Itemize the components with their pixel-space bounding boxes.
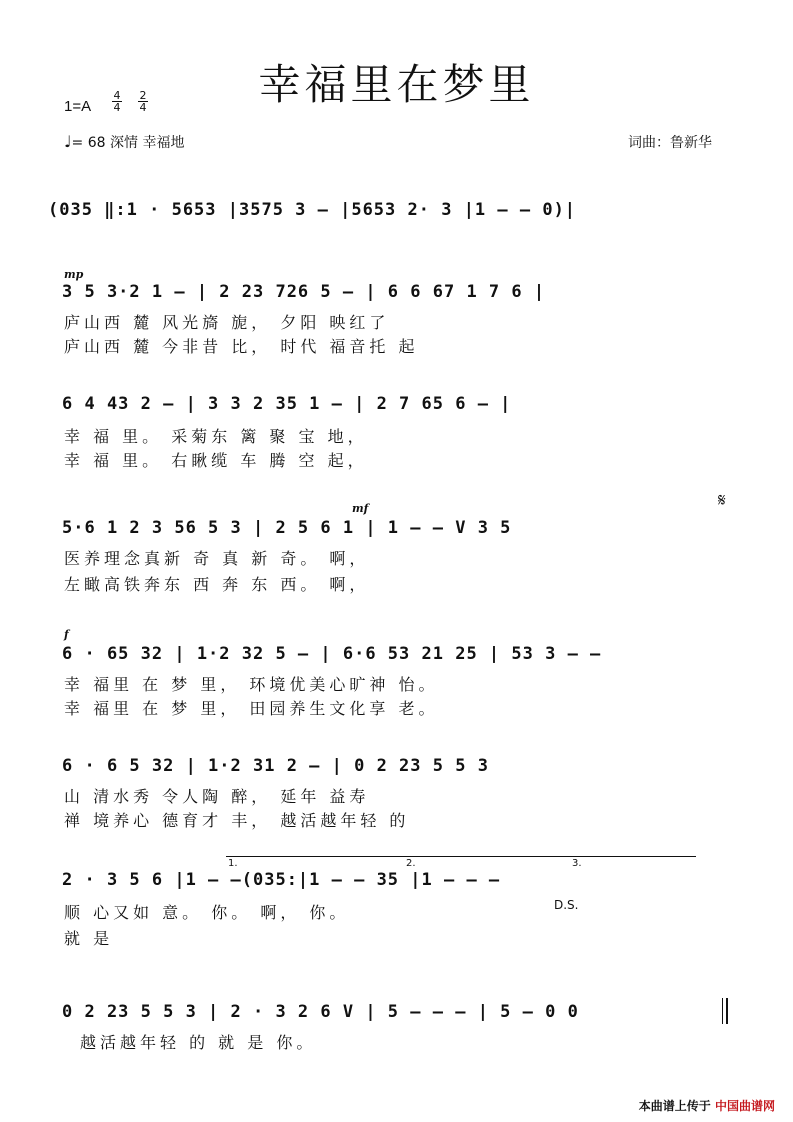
system-6-lyric-verse-1: 顺 心又如 意。 你。 啊， 你。 — [64, 903, 350, 922]
composer-credit: 词曲：鲁新华 — [628, 135, 712, 151]
volta-1: 1. — [228, 858, 238, 869]
system-3-lyric-verse-1: 医养理念真新 奇 真 新 奇。 啊， — [64, 549, 370, 568]
dynamic-f: f — [64, 628, 69, 641]
dynamic-mp: mp — [64, 268, 84, 281]
system-5-notes: 6 · 6 5 32 | 1·2 31 2 – | 0 2 23 5 5 3 — [62, 756, 489, 776]
system-3-lyric-verse-2: 左瞰高铁奔东 西 奔 东 西。 啊， — [64, 575, 370, 594]
volta-3: 3. — [572, 858, 582, 869]
system-2-notes: 6 4 43 2 – | 3 3 2 35 1 – | 2 7 65 6 – | — [62, 394, 512, 414]
upload-credit: 本曲谱上传于 中国曲谱网 — [638, 1099, 775, 1113]
score-title: 幸福里在梦里 — [258, 60, 535, 109]
system-7-notes: 0 2 23 5 5 3 | 2 · 3 2 6 V | 5 – – – | 5 – 0 0 — [62, 1002, 579, 1022]
system-3-notes: 5·6 1 2 3 56 5 3 | 2 5 6 1 | 1 – – V 3 5 — [62, 518, 512, 538]
key-signature: 1=A — [64, 98, 92, 115]
time-signature-2-4: 2 4 — [139, 89, 147, 114]
system-1-notes: 3 5 3·2 1 – | 2 23 726 5 – | 6 6 67 1 7 6 | — [62, 282, 546, 302]
system-6-notes: 2 · 3 5 6 |1 – –(035:|1 – – 35 |1 – – – — [62, 870, 501, 890]
final-barline-thin — [722, 998, 723, 1024]
system-1-lyric-verse-1: 庐山西 麓 风光旖 旎， 夕阳 映红了 — [64, 313, 390, 332]
system-4-lyric-verse-2: 幸 福里 在 梦 里， 田园养生文化享 老。 — [64, 699, 439, 718]
system-2-lyric-verse-1: 幸 福 里。 采菊东 篱 聚 宝 地， — [64, 427, 368, 446]
system-7-lyric: 越活越年轻 的 就 是 你。 — [80, 1033, 317, 1052]
system-2-lyric-verse-2: 幸 福 里。 右瞅缆 车 腾 空 起， — [64, 451, 368, 470]
tempo-text: = 68 深情 幸福地 — [71, 135, 185, 151]
site-logo[interactable]: 中国曲谱网 — [714, 1099, 775, 1113]
quarter-note-icon: ♩ — [64, 132, 72, 151]
tempo-marking — [64, 132, 184, 152]
time-signature-4-4: 4 4 — [113, 89, 121, 114]
dynamic-mf: mf — [352, 502, 369, 515]
system-4-notes: 6 · 65 32 | 1·2 32 5 – | 6·6 53 21 25 | 53 3 – – — [62, 644, 602, 664]
volta-2: 2. — [406, 858, 416, 869]
segno-icon: 𝄋 — [718, 490, 726, 511]
system-1-lyric-verse-2: 庐山西 麓 今非昔 比， 时代 福音托 起 — [64, 337, 419, 356]
final-barline — [726, 998, 728, 1024]
system-5-lyric-verse-2: 禅 境养心 德育才 丰， 越活越年轻 的 — [64, 811, 410, 830]
volta-bracket — [226, 856, 696, 857]
system-6-lyric-verse-2: 就 是 — [64, 929, 114, 948]
system-5-lyric-verse-1: 山 清水秀 令人陶 醉， 延年 益寿 — [64, 787, 370, 806]
intro-notes: (035 ‖:1 · 5653 |3575 3 – |5653 2· 3 |1 – – 0)| — [48, 200, 577, 220]
dal-segno-mark: D.S. — [554, 898, 579, 912]
system-4-lyric-verse-1: 幸 福里 在 梦 里， 环境优美心旷神 怡。 — [64, 675, 439, 694]
